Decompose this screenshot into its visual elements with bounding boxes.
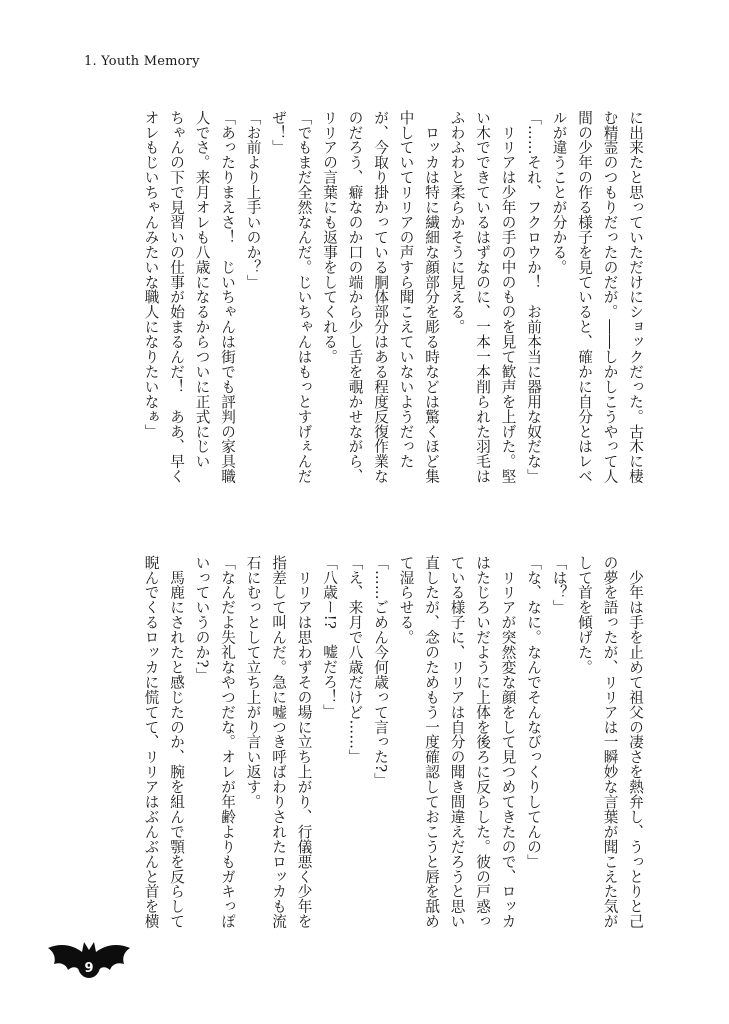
upper-text-line: 「お前より上手いのか？」 bbox=[244, 110, 262, 290]
upper-text-line: に出来たと思っていただけにショックだった。古木に棲 bbox=[627, 110, 644, 484]
lower-text-line: 石にむっとして立ち上がり言い返す。 bbox=[244, 555, 262, 810]
upper-text-line: ぜ！」 bbox=[270, 110, 287, 155]
lower-text-line: リリアが突然変な顔をして見つめてきたので、ロッカ bbox=[499, 555, 517, 929]
upper-text-line: オレもじいちゃんみたいな職人になりたいなぁ」 bbox=[142, 110, 160, 439]
upper-text-line: 「あったりまえさ！ じいちゃんは街でも評判の家具職 bbox=[219, 110, 236, 484]
upper-text-line: のだろう、癖なのか口の端から少し舌を覗かせながら、 bbox=[346, 110, 364, 484]
upper-text-line: ちゃんの下で見習いの仕事が始まるんだ！ ああ、早く bbox=[168, 110, 185, 484]
upper-text-line: む精霊のつもりだったのだが。――しかしこうやって人 bbox=[601, 110, 619, 484]
lower-text-line: 馬鹿にされたと感じたのか、腕を組んで顎を反らして bbox=[168, 555, 185, 929]
upper-text-line: ルが違うことが分かる。 bbox=[550, 110, 568, 275]
lower-text-line: て湿らせる。 bbox=[397, 555, 415, 645]
text-block-lower bbox=[82, 555, 648, 935]
upper-text-line: 中していてリリアの声すら聞こえていないようだった bbox=[397, 110, 415, 469]
page-number: 9 bbox=[84, 961, 94, 976]
bat-page-number-icon bbox=[40, 938, 138, 990]
upper-text-line: リリアは少年の手の中のものを見て歓声を上げた。堅 bbox=[499, 110, 517, 484]
lower-text-line: リリアは思わずその場に立ち上がり、行儀悪く少年を bbox=[295, 555, 313, 929]
upper-text-line: 人でさ。来月オレも八歳になるからついに正式にじい bbox=[193, 110, 211, 469]
lower-text-line: 睨んでくるロッカに慌てて、リリアはぶんぶんと首を横 bbox=[142, 555, 160, 929]
upper-text-line: い木でできているはずなのに、一本一本削られた羽毛は bbox=[474, 110, 491, 484]
lower-text-line: 「は？」 bbox=[550, 555, 568, 615]
lower-text-line: の夢を語ったが、リリアは一瞬妙な言葉が聞こえた気が bbox=[601, 555, 619, 929]
lower-text-line: いっていうのか?」 bbox=[193, 555, 211, 683]
lower-text-line: 「え、来月で八歳だけど……」 bbox=[346, 555, 364, 765]
chapter-header: 1. Youth Memory bbox=[84, 54, 200, 69]
upper-text-line: 「でもまだ全然なんだ。じいちゃんはもっとすげぇんだ bbox=[295, 110, 313, 484]
lower-text-line: はたじろいだように上体を後ろに反らした。彼の戸惑っ bbox=[474, 555, 491, 929]
upper-text-line: ふわふわと柔らかそうに見える。 bbox=[448, 110, 466, 335]
upper-text-line: リリアの言葉にも返事をしてくれる。 bbox=[321, 110, 338, 365]
upper-text-line: ロッカは特に繊細な顔部分を彫る時などは驚くほど集 bbox=[423, 110, 440, 484]
lower-text-line: ている様子に、リリアは自分の聞き間違えだろうと思い bbox=[448, 555, 466, 929]
lower-text-line: 「なんだよ失礼なやつだな。オレが年齢よりもガキっぽ bbox=[219, 555, 236, 929]
lower-text-line: 「な、なに。なんでそんなびっくりしてんの」 bbox=[525, 555, 542, 869]
upper-text-line: が、今取り掛かっている胴体部分はある程度反復作業な bbox=[372, 110, 389, 484]
upper-text-line: 「……それ、フクロウか！ お前本当に器用な奴だな」 bbox=[525, 110, 542, 484]
lower-text-line: 「……ごめん今何歳って言った?」 bbox=[372, 555, 389, 788]
lower-text-line: 「八歳ー!? 嘘だろ！」 bbox=[321, 555, 338, 719]
text-block-upper bbox=[82, 110, 648, 506]
upper-text-line: 間の少年の作る様子を見ていると、確かに自分とはレベ bbox=[576, 110, 593, 484]
lower-text-line: 直したが、念のためもう一度確認しておこうと唇を舐め bbox=[423, 555, 440, 929]
lower-text-line: 少年は手を止めて祖父の凄さを熱弁し、うっとりと己 bbox=[627, 555, 644, 929]
lower-text-line: して首を傾げた。 bbox=[576, 555, 593, 675]
lower-text-line: 指差して叫んだ。急に嘘つき呼ばわりされたロッカも流 bbox=[270, 555, 287, 929]
